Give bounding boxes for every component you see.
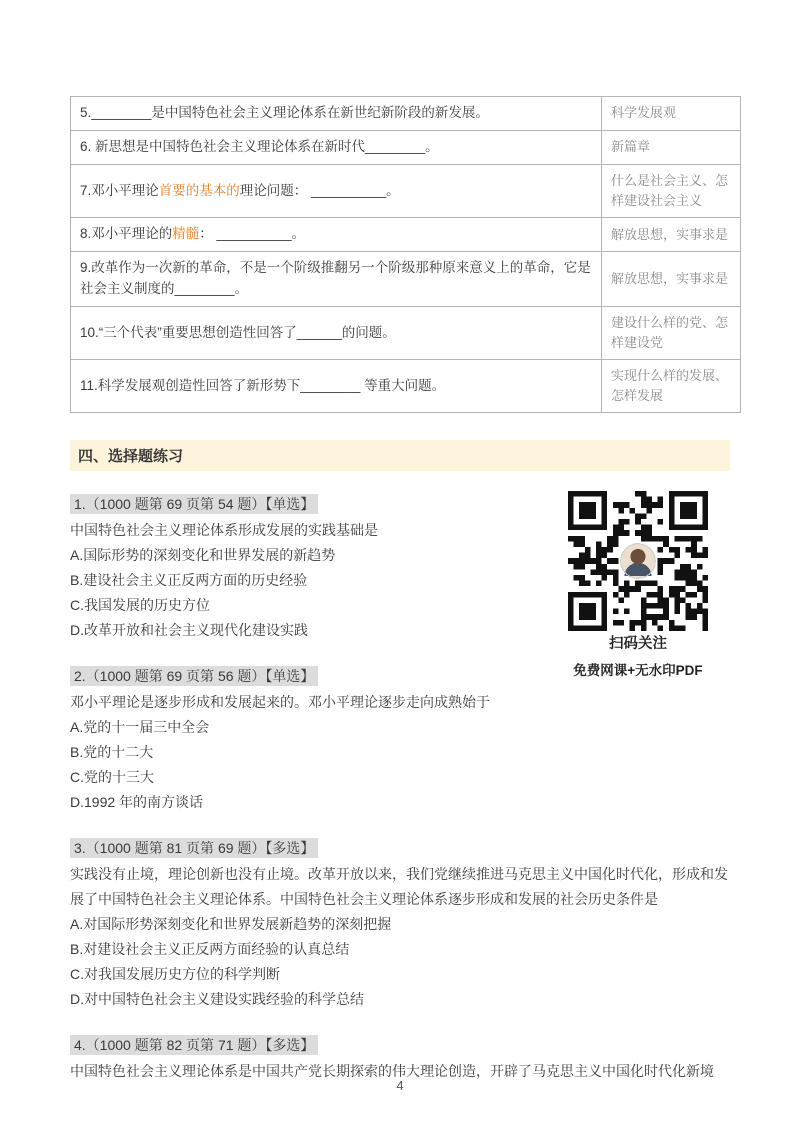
- answer-cell: 新篇章: [602, 130, 741, 164]
- question-option-a: A.对国际形势深刻变化和世界发展新趋势的深刻把握: [70, 916, 392, 933]
- question-text: 9.改革作为一次新的革命，不是一个阶级推翻另一个阶级那种原来意义上的革命，它是社会主义制度的________。: [80, 260, 591, 296]
- page-number: 4: [396, 1078, 404, 1093]
- question-text-suffix: 理论问题： __________。: [239, 182, 400, 198]
- question-stem: 中国特色社会主义理论体系是中国共产党长期探索的伟大理论创造，开辟了马克思主义中国化时代化新境: [70, 1063, 714, 1080]
- question-option-b: B.建设社会主义正反两方面的历史经验: [70, 572, 308, 589]
- question-header-text: 3.（1000 题第 81 页第 69 题）【多选】: [70, 838, 318, 858]
- question-block: [70, 836, 735, 1012]
- question-stem: 中国特色社会主义理论体系形成发展的实践基础是: [70, 522, 378, 539]
- answer-cell: 解放思想，实事求是: [602, 218, 741, 252]
- table-row: [71, 360, 741, 413]
- question-option-d: D.改革开放和社会主义现代化建设实践: [70, 622, 308, 639]
- qr-block: [560, 491, 716, 679]
- question-text: 5.________是中国特色社会主义理论体系在新世纪新阶段的新发展。: [80, 105, 489, 120]
- question-cell: [71, 97, 602, 131]
- question-header-text: 2.（1000 题第 69 页第 56 题）【单选】: [70, 666, 318, 686]
- question-option-c: C.我国发展的历史方位: [70, 597, 210, 614]
- section-title: 四、选择题练习: [70, 440, 730, 471]
- question-option-d: D.1992 年的南方谈话: [70, 794, 204, 811]
- question-cell: [71, 360, 602, 413]
- answer-cell: 解放思想，实事求是: [602, 252, 741, 307]
- qr-center-avatar: [618, 541, 657, 580]
- question-text: 11.科学发展观创造性回答了新形势下________ 等重大问题。: [80, 377, 446, 393]
- question-header: [70, 836, 735, 861]
- question-cell: [71, 218, 602, 252]
- question-highlight-text: 精髓: [172, 226, 200, 242]
- answer-cell: 科学发展观: [602, 97, 741, 131]
- table-row: [71, 130, 741, 164]
- question-text: 10.“三个代表”重要思想创造性回答了______的问题。: [80, 324, 396, 340]
- answer-cell: 什么是社会主义、怎样建设社会主义: [602, 164, 741, 217]
- question-block: [70, 1033, 735, 1084]
- question-highlight-text: 首要的基本的: [158, 182, 240, 198]
- answer-cell: 实现什么样的发展、怎样发展: [602, 360, 741, 413]
- question-option-c: C.党的十三大: [70, 769, 154, 786]
- table-row: [71, 97, 741, 131]
- question-cell: [71, 130, 602, 164]
- question-header: [70, 1033, 735, 1058]
- question-header-text: 4.（1000 题第 82 页第 71 题）【多选】: [70, 1035, 318, 1055]
- fill-in-blank-table: [70, 96, 741, 413]
- qr-code-icon: [568, 491, 708, 631]
- qr-caption-offer: 免费网课+无水印PDF: [573, 663, 703, 678]
- table-row: [71, 164, 741, 217]
- question-text-suffix: ： __________。: [199, 226, 306, 242]
- question-cell: [71, 306, 602, 359]
- question-block: [70, 664, 735, 815]
- question-option-d: D.对中国特色社会主义建设实践经验的科学总结: [70, 991, 364, 1008]
- question-option-b: B.党的十二大: [70, 744, 154, 761]
- question-stem: 实践没有止境，理论创新也没有止境。改革开放以来，我们党继续推进马克思主义中国化时代化，形成和发展了中国特色社会主义理论体系。中国特色社会主义理论体系逐步形成和发展的社会历史条件是: [70, 866, 728, 908]
- table-row: [71, 252, 741, 307]
- question-text: 6. 新思想是中国特色社会主义理论体系在新时代________。: [80, 138, 439, 154]
- answer-cell: 建设什么样的党、怎样建设党: [602, 306, 741, 359]
- question-text: 8.邓小平理论的: [80, 226, 173, 242]
- question-option-a: A.国际形势的深刻变化和世界发展的新趋势: [70, 547, 336, 564]
- question-header-text: 1.（1000 题第 69 页第 54 题）【单选】: [70, 494, 318, 514]
- question-stem: 邓小平理论是逐步形成和发展起来的。邓小平理论逐步走向成熟始于: [70, 694, 490, 711]
- question-cell: [71, 164, 602, 217]
- table-row: [71, 306, 741, 359]
- question-option-c: C.对我国发展历史方位的科学判断: [70, 966, 280, 983]
- qr-caption-follow: 扫码关注: [609, 636, 667, 652]
- question-option-b: B.对建设社会主义正反两方面经验的认真总结: [70, 941, 350, 958]
- table-row: [71, 218, 741, 252]
- question-cell: [71, 252, 602, 307]
- question-text: 7.邓小平理论: [80, 182, 159, 198]
- question-option-a: A.党的十一届三中全会: [70, 719, 210, 736]
